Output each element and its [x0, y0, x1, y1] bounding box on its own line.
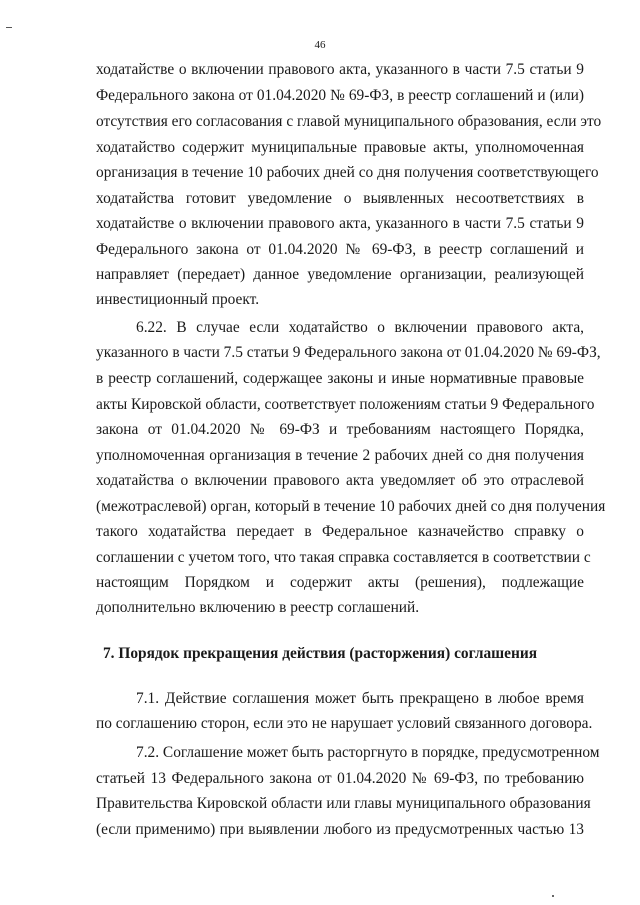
text-line: ходатайства готовит уведомление о выявленных несоответствиях в: [96, 190, 584, 207]
text-line: такого ходатайства передает в Федеральное казначейство справку о: [96, 523, 584, 540]
paragraph-7-1-first-line: 7.1. Действие соглашения может быть прекращено в любое время: [136, 690, 584, 707]
text-line: уполномоченная организация в течение 2 рабочих дней со дня получения: [96, 447, 584, 464]
text-line: акты Кировской области, соответствует положениям статьи 9 Федерального: [96, 396, 595, 413]
scan-margin-mark: [6, 27, 12, 28]
text-line: Правительства Кировской области или главы муниципального образования: [96, 795, 591, 812]
scan-speck: [552, 895, 554, 897]
text-line: дополнительно включению в реестр соглашений.: [96, 599, 420, 616]
text-line: Федерального закона от 01.04.2020 № 69-ФЗ, в реестр соглашений и (или): [96, 87, 584, 104]
text-line: статьей 13 Федерального закона от 01.04.2020 № 69-ФЗ, по требованию: [96, 770, 584, 787]
paragraph-6-22-first-line: 6.22. В случае если ходатайство о включении правового акта,: [136, 319, 584, 336]
text-line: (если применимо) при выявлении любого из предусмотренных частью 13: [96, 821, 584, 838]
text-line: ходатайства о включении правового акта уведомляет об это отраслевой: [96, 472, 584, 489]
paragraph-7-2-first-line: 7.2. Соглашение может быть расторгнуто в порядке, предусмотренном: [136, 744, 600, 761]
text-line: ходатайстве о включении правового акта, указанного в части 7.5 статьи 9: [96, 61, 584, 78]
text-line: настоящим Порядком и содержит акты (решения), подлежащие: [96, 574, 584, 591]
text-line: ходатайство содержит муниципальные правовые акты, уполномоченная: [96, 139, 584, 156]
text-line: организация в течение 10 рабочих дней со дня получения соответствующего: [96, 164, 599, 181]
text-line: в реестр соглашений, содержащее законы и иные нормативные правовые: [96, 370, 584, 387]
text-line: ходатайстве о включении правового акта, указанного в части 7.5 статьи 9: [96, 215, 584, 232]
text-line: (межотраслевой) орган, который в течение 10 рабочих дней со дня получения: [96, 498, 606, 515]
section-heading: 7. Порядок прекращения действия (расторжения) соглашения: [102, 645, 538, 662]
text-line: инвестиционный проект.: [96, 291, 260, 308]
text-line: направляет (передает) данное уведомление организации, реализующей: [96, 266, 584, 283]
text-line: по соглашению сторон, если это не нарушает условий связанного договора.: [96, 715, 593, 732]
text-line: закона от 01.04.2020 № 69-ФЗ и требованиям настоящего Порядка,: [96, 421, 584, 438]
text-line: указанного в части 7.5 статьи 9 Федерального закона от 01.04.2020 № 69-ФЗ,: [96, 344, 601, 361]
page-number: 46: [314, 39, 326, 51]
text-line: отсутствия его согласования с главой муниципального образования, если это: [96, 113, 602, 130]
text-line: Федерального закона от 01.04.2020 № 69-ФЗ, в реестр соглашений и: [96, 241, 584, 258]
text-line: соглашении с учетом того, что такая справка составляется в соответствии с: [96, 549, 591, 566]
